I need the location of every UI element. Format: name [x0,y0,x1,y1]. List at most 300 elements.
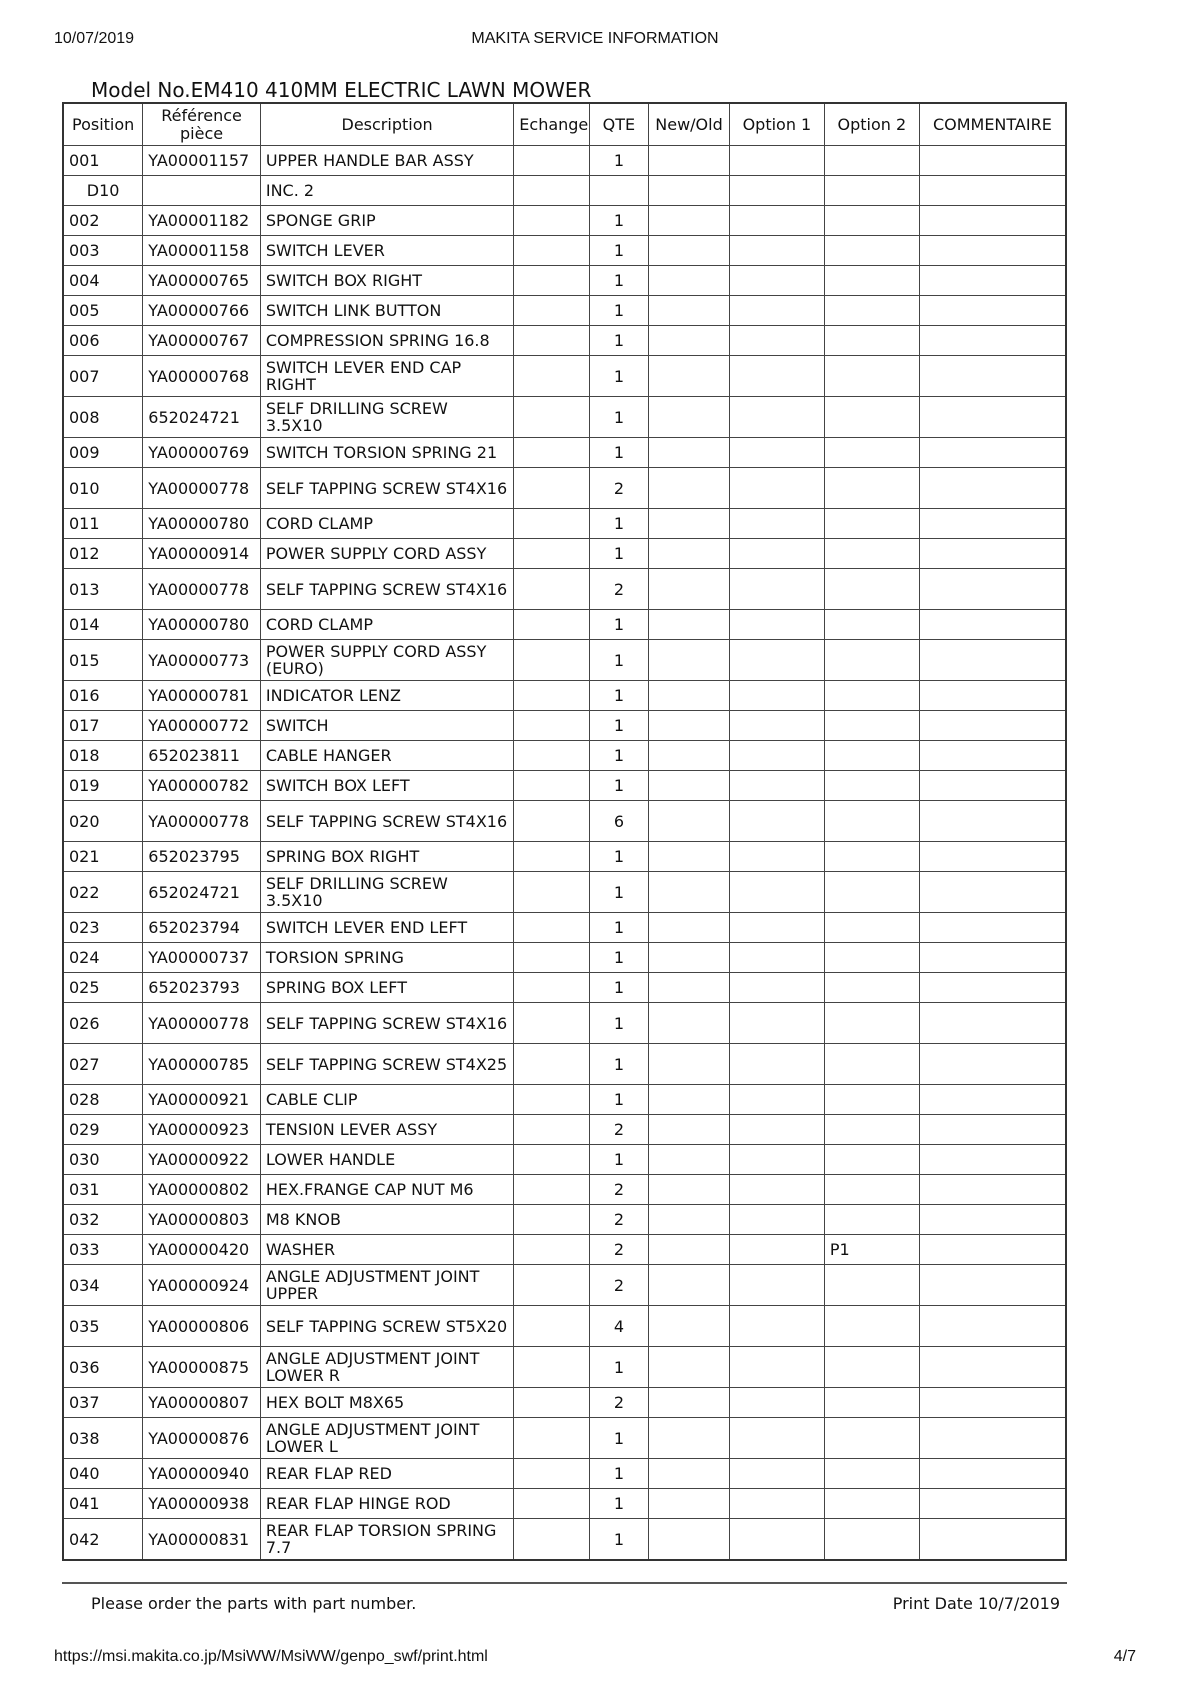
new-old-cell [649,1347,730,1388]
description-cell: SELF TAPPING SCREW ST4X25 [260,1044,513,1085]
table-row [63,397,1066,438]
qty-cell: 1 [589,872,648,913]
col-header-new-old: New/Old [649,103,730,146]
table-row [63,681,1066,711]
option2-cell [824,1388,919,1418]
position-cell: 017 [63,711,143,741]
new-old-cell [649,1115,730,1145]
option1-cell [729,468,824,509]
echange-cell [514,397,589,438]
description-cell: SELF TAPPING SCREW ST5X20 [260,1306,513,1347]
table-row [63,771,1066,801]
qty-cell: 2 [589,569,648,610]
qty-cell: 2 [589,1265,648,1306]
reference-cell: YA00000938 [143,1489,261,1519]
option2-cell: P1 [824,1235,919,1265]
position-cell: 002 [63,206,143,236]
echange-cell [514,1175,589,1205]
echange-cell [514,438,589,468]
option1-cell [729,741,824,771]
reference-cell [143,176,261,206]
reference-cell: YA00000766 [143,296,261,326]
reference-cell: 652024721 [143,872,261,913]
option2-cell [824,1145,919,1175]
description-cell: UPPER HANDLE BAR ASSY [260,146,513,176]
option1-cell [729,913,824,943]
commentaire-cell [919,569,1066,610]
qty-cell: 1 [589,1459,648,1489]
echange-cell [514,326,589,356]
option1-cell [729,872,824,913]
new-old-cell [649,296,730,326]
option1-cell [729,1085,824,1115]
reference-cell: YA00000921 [143,1085,261,1115]
reference-cell: YA00000781 [143,681,261,711]
option2-cell [824,1175,919,1205]
description-cell: CORD CLAMP [260,509,513,539]
table-row [63,1489,1066,1519]
qty-cell: 1 [589,610,648,640]
option1-cell [729,356,824,397]
table-row [63,913,1066,943]
position-cell: 025 [63,973,143,1003]
new-old-cell [649,711,730,741]
position-cell: 005 [63,296,143,326]
qty-cell: 2 [589,1115,648,1145]
table-row [63,326,1066,356]
reference-cell: YA00000780 [143,509,261,539]
position-cell: 026 [63,1003,143,1044]
qty-cell: 1 [589,771,648,801]
qty-cell: 1 [589,640,648,681]
new-old-cell [649,1003,730,1044]
echange-cell [514,356,589,397]
reference-cell: YA00000940 [143,1459,261,1489]
echange-cell [514,1003,589,1044]
option1-cell [729,509,824,539]
option2-cell [824,509,919,539]
new-old-cell [649,539,730,569]
description-cell: COMPRESSION SPRING 16.8 [260,326,513,356]
table-header-row [63,103,1066,146]
position-cell: 001 [63,146,143,176]
new-old-cell [649,1418,730,1459]
table-row [63,236,1066,266]
commentaire-cell [919,741,1066,771]
new-old-cell [649,569,730,610]
position-cell: 034 [63,1265,143,1306]
qty-cell [589,176,648,206]
position-cell: 016 [63,681,143,711]
reference-cell: YA00000769 [143,438,261,468]
new-old-cell [649,1205,730,1235]
echange-cell [514,539,589,569]
option2-cell [824,206,919,236]
new-old-cell [649,1519,730,1561]
commentaire-cell [919,1519,1066,1561]
option2-cell [824,681,919,711]
qty-cell: 1 [589,236,648,266]
echange-cell [514,801,589,842]
option2-cell [824,771,919,801]
echange-cell [514,1044,589,1085]
commentaire-cell [919,1235,1066,1265]
description-cell: ANGLE ADJUSTMENT JOINT LOWER R [260,1347,513,1388]
new-old-cell [649,842,730,872]
new-old-cell [649,356,730,397]
qty-cell: 2 [589,1175,648,1205]
col-header-description: Description [260,103,513,146]
description-cell: SPRING BOX LEFT [260,973,513,1003]
new-old-cell [649,1265,730,1306]
commentaire-cell [919,1489,1066,1519]
table-row [63,266,1066,296]
new-old-cell [649,771,730,801]
option2-cell [824,438,919,468]
col-header-option1: Option 1 [729,103,824,146]
description-cell: SWITCH LEVER END LEFT [260,913,513,943]
description-cell: SELF DRILLING SCREW 3.5X10 [260,872,513,913]
qty-cell: 1 [589,356,648,397]
position-cell: 033 [63,1235,143,1265]
description-cell: SWITCH BOX RIGHT [260,266,513,296]
position-cell: 027 [63,1044,143,1085]
commentaire-cell [919,771,1066,801]
echange-cell [514,1306,589,1347]
echange-cell [514,913,589,943]
option1-cell [729,296,824,326]
new-old-cell [649,146,730,176]
table-row [63,1235,1066,1265]
qty-cell: 6 [589,801,648,842]
qty-cell: 1 [589,326,648,356]
option1-cell [729,146,824,176]
reference-cell: YA00000737 [143,943,261,973]
echange-cell [514,1145,589,1175]
position-cell: 032 [63,1205,143,1235]
description-cell: REAR FLAP HINGE ROD [260,1489,513,1519]
table-row [63,569,1066,610]
position-cell: 021 [63,842,143,872]
commentaire-cell [919,872,1066,913]
qty-cell: 1 [589,206,648,236]
option2-cell [824,468,919,509]
position-cell: 024 [63,943,143,973]
table-row [63,438,1066,468]
description-cell: INDICATOR LENZ [260,681,513,711]
page-url: https://msi.makita.co.jp/MsiWW/MsiWW/genpo_swf/print.html [54,1648,488,1665]
qty-cell: 1 [589,1085,648,1115]
option1-cell [729,1205,824,1235]
reference-cell: 652023795 [143,842,261,872]
description-cell: SWITCH TORSION SPRING 21 [260,438,513,468]
position-cell: D10 [63,176,143,206]
reference-cell: YA00001182 [143,206,261,236]
option2-cell [824,326,919,356]
option2-cell [824,1519,919,1561]
reference-cell: YA00000778 [143,801,261,842]
echange-cell [514,468,589,509]
option2-cell [824,266,919,296]
option2-cell [824,741,919,771]
echange-cell [514,1205,589,1235]
option1-cell [729,973,824,1003]
new-old-cell [649,1235,730,1265]
table-row [63,539,1066,569]
position-cell: 030 [63,1145,143,1175]
option1-cell [729,326,824,356]
echange-cell [514,872,589,913]
qty-cell: 2 [589,1205,648,1235]
commentaire-cell [919,1003,1066,1044]
echange-cell [514,1519,589,1561]
description-cell: TORSION SPRING [260,943,513,973]
option2-cell [824,1489,919,1519]
table-row [63,610,1066,640]
commentaire-cell [919,1205,1066,1235]
table-row [63,1519,1066,1561]
option1-cell [729,801,824,842]
col-header-reference-line2: pièce [180,123,224,143]
echange-cell [514,842,589,872]
description-cell: ANGLE ADJUSTMENT JOINT LOWER L [260,1418,513,1459]
commentaire-cell [919,146,1066,176]
new-old-cell [649,206,730,236]
qty-cell: 1 [589,1418,648,1459]
option2-cell [824,801,919,842]
table-row [63,356,1066,397]
echange-cell [514,569,589,610]
table-row [63,1115,1066,1145]
option1-cell [729,1519,824,1561]
echange-cell [514,681,589,711]
option2-cell [824,610,919,640]
print-header [54,30,1136,50]
commentaire-cell [919,1085,1066,1115]
description-cell: HEX.FRANGE CAP NUT M6 [260,1175,513,1205]
description-cell: SWITCH LEVER [260,236,513,266]
option1-cell [729,681,824,711]
option2-cell [824,1115,919,1145]
qty-cell: 1 [589,681,648,711]
position-cell: 020 [63,801,143,842]
table-row [63,1265,1066,1306]
commentaire-cell [919,842,1066,872]
table-row [63,206,1066,236]
option1-cell [729,206,824,236]
position-cell: 008 [63,397,143,438]
option1-cell [729,569,824,610]
description-cell: ANGLE ADJUSTMENT JOINT UPPER [260,1265,513,1306]
option2-cell [824,236,919,266]
option1-cell [729,610,824,640]
option1-cell [729,1418,824,1459]
commentaire-cell [919,640,1066,681]
col-header-option2: Option 2 [824,103,919,146]
position-cell: 007 [63,356,143,397]
table-row [63,711,1066,741]
option1-cell [729,539,824,569]
table-row [63,973,1066,1003]
reference-cell: YA00000806 [143,1306,261,1347]
new-old-cell [649,1175,730,1205]
commentaire-cell [919,801,1066,842]
col-header-reference [143,103,261,146]
new-old-cell [649,1306,730,1347]
print-footer [54,1648,1136,1668]
description-cell: WASHER [260,1235,513,1265]
qty-cell: 1 [589,1145,648,1175]
description-cell: SWITCH LEVER END CAP RIGHT [260,356,513,397]
commentaire-cell [919,176,1066,206]
echange-cell [514,711,589,741]
commentaire-cell [919,356,1066,397]
footer-divider [62,1582,1067,1584]
new-old-cell [649,1085,730,1115]
table-row [63,872,1066,913]
option2-cell [824,397,919,438]
reference-cell: YA00000773 [143,640,261,681]
description-cell: REAR FLAP TORSION SPRING 7.7 [260,1519,513,1561]
commentaire-cell [919,711,1066,741]
echange-cell [514,176,589,206]
model-title: Model No.EM410 410MM ELECTRIC LAWN MOWER [91,78,592,102]
reference-cell: YA00000922 [143,1145,261,1175]
new-old-cell [649,1459,730,1489]
position-cell: 022 [63,872,143,913]
qty-cell: 1 [589,842,648,872]
reference-cell: YA00000923 [143,1115,261,1145]
position-cell: 010 [63,468,143,509]
echange-cell [514,1459,589,1489]
option2-cell [824,1044,919,1085]
commentaire-cell [919,1388,1066,1418]
qty-cell: 1 [589,1347,648,1388]
new-old-cell [649,266,730,296]
commentaire-cell [919,913,1066,943]
qty-cell: 1 [589,1519,648,1561]
new-old-cell [649,872,730,913]
option1-cell [729,1489,824,1519]
option2-cell [824,1347,919,1388]
echange-cell [514,266,589,296]
description-cell: SELF TAPPING SCREW ST4X16 [260,801,513,842]
print-date: 10/07/2019 [54,30,135,47]
qty-cell: 1 [589,711,648,741]
reference-cell: 652023793 [143,973,261,1003]
option2-cell [824,1306,919,1347]
reference-cell: YA00000780 [143,610,261,640]
option2-cell [824,176,919,206]
new-old-cell [649,913,730,943]
commentaire-cell [919,397,1066,438]
qty-cell: 1 [589,973,648,1003]
new-old-cell [649,1388,730,1418]
reference-cell: YA00000803 [143,1205,261,1235]
qty-cell: 2 [589,1235,648,1265]
table-row [63,1205,1066,1235]
reference-cell: YA00000768 [143,356,261,397]
option2-cell [824,1459,919,1489]
commentaire-cell [919,1347,1066,1388]
new-old-cell [649,741,730,771]
option1-cell [729,1175,824,1205]
position-cell: 042 [63,1519,143,1561]
position-cell: 011 [63,509,143,539]
option2-cell [824,1205,919,1235]
position-cell: 013 [63,569,143,610]
description-cell: POWER SUPPLY CORD ASSY (EURO) [260,640,513,681]
qty-cell: 1 [589,943,648,973]
option2-cell [824,1085,919,1115]
reference-cell: 652023794 [143,913,261,943]
description-cell: TENSI0N LEVER ASSY [260,1115,513,1145]
reference-cell: YA00000778 [143,1003,261,1044]
reference-cell: YA00000782 [143,771,261,801]
qty-cell: 1 [589,438,648,468]
table-row [63,176,1066,206]
qty-cell: 1 [589,539,648,569]
position-cell: 018 [63,741,143,771]
qty-cell: 1 [589,146,648,176]
new-old-cell [649,509,730,539]
echange-cell [514,973,589,1003]
echange-cell [514,771,589,801]
position-cell: 035 [63,1306,143,1347]
reference-cell: YA00000778 [143,468,261,509]
qty-cell: 1 [589,509,648,539]
option2-cell [824,640,919,681]
option2-cell [824,711,919,741]
table-row [63,943,1066,973]
description-cell: POWER SUPPLY CORD ASSY [260,539,513,569]
description-cell: LOWER HANDLE [260,1145,513,1175]
echange-cell [514,236,589,266]
option2-cell [824,973,919,1003]
new-old-cell [649,176,730,206]
option2-cell [824,569,919,610]
position-cell: 023 [63,913,143,943]
reference-cell: YA00000802 [143,1175,261,1205]
option1-cell [729,1459,824,1489]
table-row [63,1347,1066,1388]
position-cell: 029 [63,1115,143,1145]
option1-cell [729,1265,824,1306]
table-row [63,741,1066,771]
table-row [63,640,1066,681]
echange-cell [514,943,589,973]
position-cell: 041 [63,1489,143,1519]
qty-cell: 1 [589,913,648,943]
reference-cell: YA00000924 [143,1265,261,1306]
table-row [63,1418,1066,1459]
echange-cell [514,1115,589,1145]
table-row [63,146,1066,176]
commentaire-cell [919,1306,1066,1347]
qty-cell: 2 [589,1388,648,1418]
description-cell: SPONGE GRIP [260,206,513,236]
description-cell: SWITCH LINK BUTTON [260,296,513,326]
option1-cell [729,176,824,206]
option1-cell [729,1235,824,1265]
reference-cell: YA00000914 [143,539,261,569]
commentaire-cell [919,1115,1066,1145]
position-cell: 009 [63,438,143,468]
echange-cell [514,640,589,681]
commentaire-cell [919,681,1066,711]
position-cell: 031 [63,1175,143,1205]
reference-cell: YA00000807 [143,1388,261,1418]
